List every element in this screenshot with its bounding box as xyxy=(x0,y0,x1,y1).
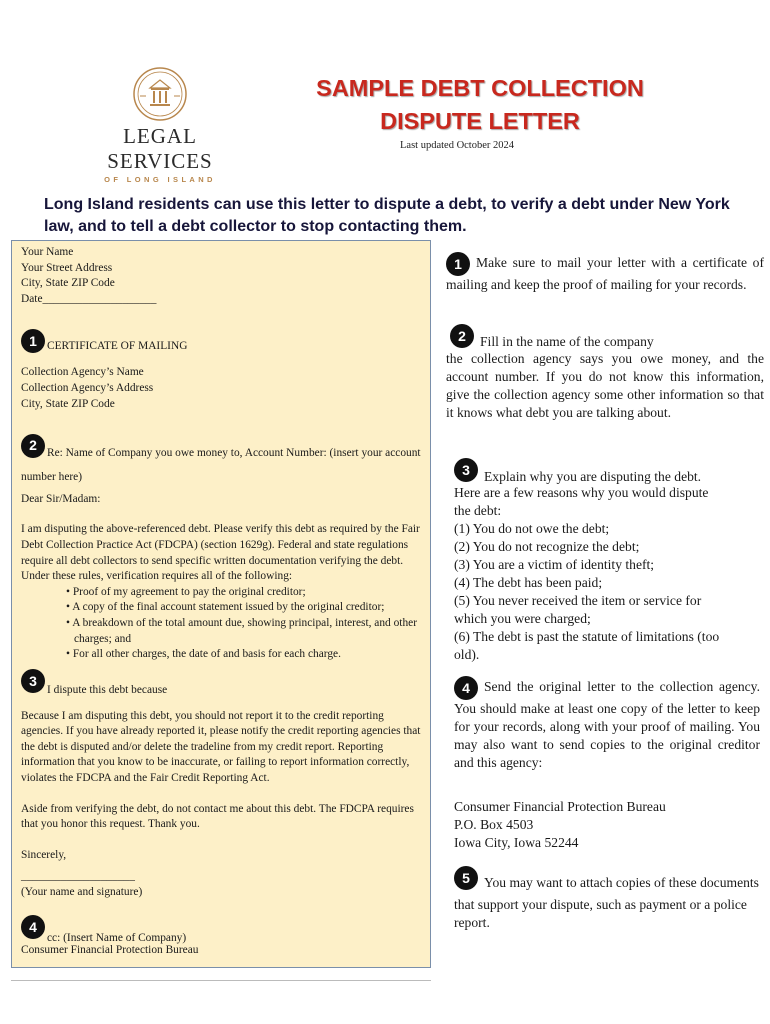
step-2-badge: 2 xyxy=(21,434,45,458)
cc-line xyxy=(21,915,426,944)
cc-line-2: Consumer Financial Protection Bureau xyxy=(21,943,199,956)
reason-line: (1) You do not owe the debt; xyxy=(454,521,610,536)
instruction-1-text: Make sure to mail your letter with a certificate of mailing and keep the proof of mailing for your records. xyxy=(446,255,764,292)
sample-letter xyxy=(11,240,431,968)
instruction-2 xyxy=(446,324,764,422)
instruction-5 xyxy=(454,866,760,930)
cc-text: cc: (Insert Name of Company) xyxy=(47,931,187,944)
reason-line: (6) The debt is past the statute of limitations (too xyxy=(454,629,720,644)
letter-body-1: I am disputing the above-referenced debt. Please verify this debt as required by the Fair Debt Collection Practice Act (FDCPA) (section 1629g). Federal and state regulations require all debt collectors to send specific written documentation verifying the debt. Under these rules, verification requires all of the following: xyxy=(21,523,420,583)
sender-street: Your Street Address xyxy=(21,261,113,274)
list-item: • A breakdown of the total amount due, showing principal, interest, and other charges; and xyxy=(66,616,418,645)
reason-line: which you were charged; xyxy=(454,611,591,626)
title-line-2: DISPUTE LETTER xyxy=(380,108,580,134)
last-updated: Last updated October 2024 xyxy=(400,140,515,151)
instruction-2-text: the collection agency says you owe money, and the account number. If you do not know this information, give the collection agency some other information so that it knows what debt you are talking about. xyxy=(446,351,764,420)
agency-name: Collection Agency’s Name xyxy=(21,366,144,379)
certificate-label: CERTIFICATE OF MAILING xyxy=(47,340,188,353)
logo-subtitle: OF LONG ISLAND xyxy=(104,175,216,184)
cfpb-box: P.O. Box 4503 xyxy=(454,817,534,832)
re-text: Re: Name of Company you owe money to, Account Number: (insert your account number here) xyxy=(21,447,421,484)
step-4-badge: 4 xyxy=(454,676,478,700)
instruction-4-text: Send the original letter to the collection agency. You should make at least one copy of the letter to keep for your records, along with your proof of mailing. You may also want to send copies to the original creditor and this agency: xyxy=(454,679,760,770)
step-1-badge: 1 xyxy=(446,252,470,276)
signature-label: (Your name and signature) xyxy=(21,886,143,899)
salutation: Dear Sir/Madam: xyxy=(21,492,101,505)
dispute-because-line xyxy=(21,669,426,695)
sender-city: City, State ZIP Code xyxy=(21,277,115,290)
instruction-4 xyxy=(454,676,760,772)
intro-text: Long Island residents can use this letter to dispute a debt, to verify a debt under New York law, and to tell a debt collector to stop contacting them. xyxy=(44,196,730,235)
instruction-5-text: You may want to attach copies of these documents that support your dispute, such as payment or a police report. xyxy=(454,875,759,930)
step-4-badge: 4 xyxy=(21,915,45,939)
certificate-line xyxy=(21,329,426,355)
closing: Sincerely, xyxy=(21,848,67,861)
agency-address: Collection Agency’s Address xyxy=(21,381,154,394)
cfpb-city: Iowa City, Iowa 52244 xyxy=(454,835,579,850)
logo-name: LEGAL SERVICES xyxy=(107,124,213,173)
instruction-3 xyxy=(454,458,760,664)
instruction-1 xyxy=(446,252,764,294)
courthouse-seal-icon xyxy=(132,66,188,122)
reason-line: (2) You do not recognize the debt; xyxy=(454,539,640,554)
logo xyxy=(70,66,250,184)
letter-body-2: Because I am disputing this debt, you should not report it to the credit reporting agencies. If you have already reported it, please notify the credit reporting agencies that the debt is disputed and/or delete the tradeline from my credit report. Reporting information that you know to be inaccurate, or failing to report information correctly, violates the FDCPA and the Fair Credit Reporting Act. xyxy=(21,709,421,785)
reason-line: (3) You are a victim of identity theft; xyxy=(454,557,655,572)
reason-line: (5) You never received the item or service for xyxy=(454,593,702,608)
step-3-badge: 3 xyxy=(454,458,478,482)
list-item: • A copy of the final account statement issued by the original creditor; xyxy=(66,601,385,614)
reason-line: Here are a few reasons why you would dispute xyxy=(454,485,709,500)
instruction-2-heading: Fill in the name of the company xyxy=(480,334,654,349)
cfpb-name: Consumer Financial Protection Bureau xyxy=(454,799,666,814)
instruction-3-heading: Explain why you are disputing the debt. xyxy=(484,469,702,484)
verification-list xyxy=(21,585,426,663)
reason-line: old). xyxy=(454,647,480,662)
step-1-badge: 1 xyxy=(21,329,45,353)
title-line-1: SAMPLE DEBT COLLECTION xyxy=(316,75,644,101)
reason-line: the debt: xyxy=(454,503,502,518)
reason-line: (4) The debt has been paid; xyxy=(454,575,603,590)
page-title xyxy=(290,72,670,138)
list-item: • Proof of my agreement to pay the original creditor; xyxy=(66,585,306,598)
step-5-badge: 5 xyxy=(454,866,478,890)
dispute-because-text: I dispute this debt because xyxy=(47,683,168,696)
re-line xyxy=(21,434,426,484)
divider xyxy=(11,980,431,981)
list-item: • For all other charges, the date of and basis for each charge. xyxy=(66,648,341,661)
step-2-badge: 2 xyxy=(450,324,474,348)
sender-name: Your Name xyxy=(21,246,74,258)
signature-line: ____________________ xyxy=(21,870,135,883)
step-3-badge: 3 xyxy=(21,669,45,693)
letter-body-3: Aside from verifying the debt, do not contact me about this debt. The FDCPA requires that you honor this request. Thank you. xyxy=(21,802,414,831)
sender-date: Date____________________ xyxy=(21,292,157,305)
cfpb-address xyxy=(454,798,770,852)
agency-city: City, State ZIP Code xyxy=(21,397,115,410)
